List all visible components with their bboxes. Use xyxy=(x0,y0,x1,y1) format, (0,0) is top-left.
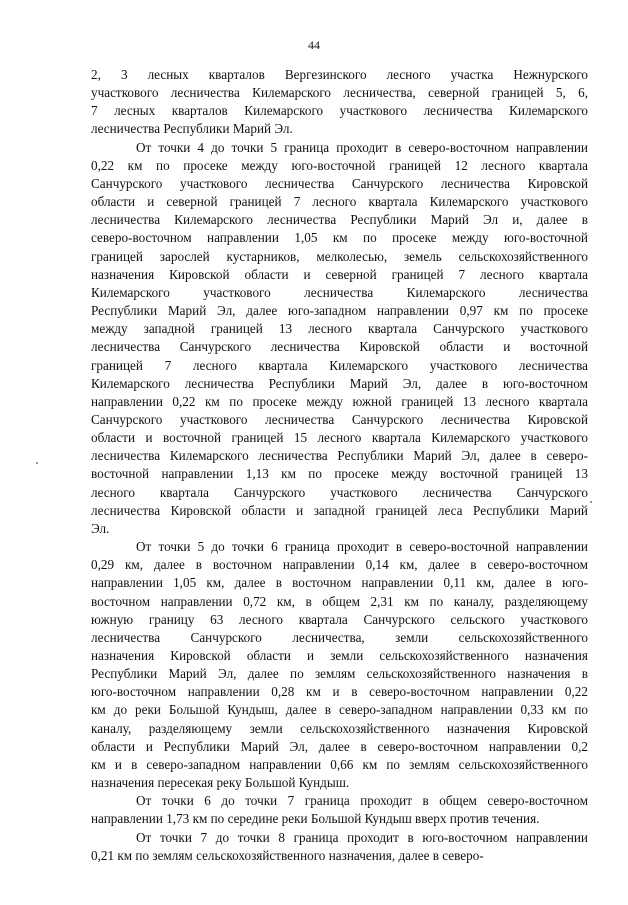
text-line: лесничества Килемарского лесничества Республики Марий Эл, далее в северо- xyxy=(91,448,588,464)
text-line: назначения пересекая реку Большой Кундыш. xyxy=(91,775,350,791)
paragraph xyxy=(91,139,588,538)
text-line: лесничества Санчурского лесничества, земли сельскохозяйственного xyxy=(91,629,588,645)
paragraph xyxy=(91,792,588,828)
text-line: каналу, разделяющему земли сельскохозяйственного назначения Кировской xyxy=(91,720,588,736)
paragraph xyxy=(91,66,588,139)
text-line: км и в северо-западном направлении 0,66 км по землям сельскохозяйственного xyxy=(91,756,588,772)
text-line: лесничества Республики Марий Эл. xyxy=(91,121,293,137)
text-line: лесничества Килемарского лесничества Республики Марий Эл и, далее в xyxy=(91,212,588,228)
text-line: лесничества Санчурского лесничества Кировской области и восточной xyxy=(91,339,588,355)
text-line: 7 лесных кварталов Килемарского участкового лесничества Килемарского xyxy=(91,103,588,119)
text-line: От точки 6 до точки 7 граница проходит в общем северо-восточном xyxy=(136,793,588,809)
text-line: Килемарского лесничества Республики Марий Эл, далее в юго-восточном xyxy=(91,375,588,391)
text-line: между западной границей 13 лесного квартала Санчурского участкового xyxy=(91,321,588,337)
text-line: лесного квартала Санчурского участкового лесничества Санчурского xyxy=(91,484,588,500)
text-line: 2, 3 лесных кварталов Вергезинского лесного участка Нежнурского xyxy=(91,67,588,82)
paragraph xyxy=(91,538,588,792)
text-line: 0,29 км, далее в восточном направлении 0,14 км, далее в северо-восточном xyxy=(91,557,588,573)
text-line: восточной направлении 1,13 км по просеке между восточной границей 13 xyxy=(91,466,588,482)
text-line: восточном направлении 0,72 км, в общем 2,31 км по каналу, разделяющему xyxy=(91,593,588,609)
text-line: южную границу 63 лесного квартала Санчурского сельского участкового xyxy=(91,611,588,627)
document-body xyxy=(91,66,588,865)
text-line: назначения Кировской области и северной границей 7 лесного квартала xyxy=(91,266,588,282)
text-line: Санчурского участкового лесничества Санчурского лесничества Кировской xyxy=(91,411,588,427)
text-line: области и Республики Марий Эл, далее в северо-восточном направлении 0,2 xyxy=(91,738,588,754)
scan-speck xyxy=(590,501,592,503)
text-line: назначения Кировской области и земли сельскохозяйственного назначения xyxy=(91,648,588,663)
text-line: Килемарского участкового лесничества Килемарского лесничества xyxy=(91,284,588,300)
text-line: От точки 5 до точки 6 граница проходит в северо-восточной направлении xyxy=(136,539,588,555)
text-line: северо-восточном направлении 1,05 км по просеке между юго-восточной xyxy=(91,230,588,246)
text-line: 0,21 км по землям сельскохозяйственного назначения, далее в северо- xyxy=(91,847,484,863)
text-line: От точки 7 до точки 8 граница проходит в юго-восточном направлении xyxy=(136,829,588,845)
text-line: От точки 4 до точки 5 граница проходит в северо-восточном направлении xyxy=(136,139,588,155)
text-line: лесничества Кировской области и западной границей леса Республики Марий xyxy=(91,502,588,518)
text-line: направлении 1,05 км, далее в восточном направлении 0,11 км, далее в юго- xyxy=(91,575,588,591)
text-line: границей зарослей кустарников, мелколесью, земель сельскохозяйственного xyxy=(91,248,588,264)
text-line: Санчурского участкового лесничества Санчурского лесничества Кировской xyxy=(91,175,588,191)
text-line: юго-восточном направлении 0,28 км и в северо-восточном направлении 0,22 xyxy=(91,684,588,700)
text-line: области и восточной границей 15 лесного квартала Килемарского участкового xyxy=(91,430,588,446)
text-line: направлении 0,22 км по просеке между южной границей 13 лесного квартала xyxy=(91,393,588,409)
text-line: границей 7 лесного квартала Килемарского участкового лесничества xyxy=(91,357,588,373)
text-line: 0,22 км по просеке между юго-восточной границей 12 лесного квартала xyxy=(91,157,588,173)
text-line: км до реки Большой Кундыш, далее в северо-западном направлении 0,33 км по xyxy=(91,702,588,718)
page-number: 44 xyxy=(308,38,320,52)
text-line: Республики Марий Эл, далее юго-западном направлении 0,97 км по просеке xyxy=(91,303,588,319)
text-line: направлении 1,73 км по середине реки Большой Кундыш вверх против течения. xyxy=(91,811,540,827)
paragraph xyxy=(91,829,588,865)
text-line: области и северной границей 7 лесного квартала Килемарского участкового xyxy=(91,194,588,210)
scan-speck xyxy=(36,462,38,464)
text-line: Эл. xyxy=(91,520,110,536)
text-line: участкового лесничества Килемарского лесничества, северной границей 5, 6, xyxy=(91,85,588,101)
text-line: Республики Марий Эл, далее по землям сельскохозяйственного назначения в xyxy=(91,666,588,682)
